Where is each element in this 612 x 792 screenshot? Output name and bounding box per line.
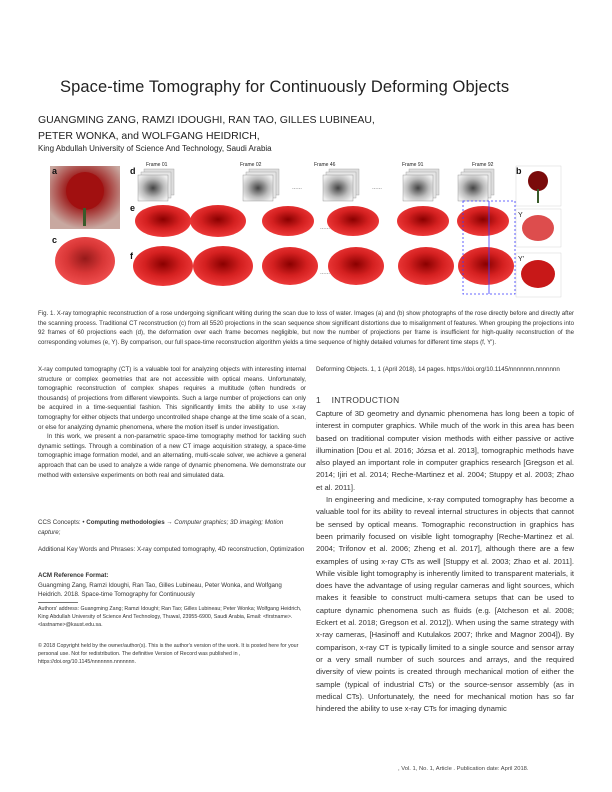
ellipsis-e: …… bbox=[320, 225, 330, 231]
ccs-arrow: → bbox=[166, 519, 173, 526]
section-number: 1 bbox=[316, 395, 321, 405]
panel-label-e: e bbox=[130, 203, 136, 213]
abstract-paragraph-1: X-ray computed tomography (CT) is a valuable tool for analyzing objects with interesting internal structure or complex geometries that are not accessible with optical means. Unfortunately, tomographic reconstruction of complex shapes requires a multitude (often hundreds or thousands) of projections from different viewpoints. Such a large number of projections can only be acquired in a time-sequential fashion. This significantly limits the ability to use x-ray tomography for either objects that undergo uncontrolled shape change at the time scale of a scan, or else for analyzing dynamic phenomena, where the motion itself is under investigation. bbox=[38, 366, 306, 431]
panel-label-y-prime: Y' bbox=[518, 256, 525, 263]
ccs-rest: Computer graphics; 3D imaging; Motion capture; bbox=[38, 519, 284, 536]
copyright-notice: © 2018 Copyright held by the owner/author(s). This is the author's version of the work. It is posted here for your personal use. Not for redistribution. The definitive Version of Record was published in , https://doi.org/10.1145/nnnnnnn.nnnnnnn. bbox=[38, 643, 299, 665]
figure-caption: Fig. 1. X-ray tomographic reconstruction of a rose undergoing significant wilting during the scan due to loss of water. Images (a) and (b) show photographs of the rose directly before and directly after the scanning process. Traditional CT reconstruction (c) from all 5520 projections in the scan sequence show significant distortions due to misalignment of features. When grouping the projections into 92 frames of 60 projections each (d), the deformation over each frame becomes negligible, but now the number of projections per frame is insufficient for high-quality reconstruction of the corresponding volumes (e, Y). By comparison, our full space-time reconstruction algorithm yields a time sequence of highly detailed volumes for different time steps (f, Y'). bbox=[38, 310, 574, 346]
panel-label-b: b bbox=[516, 166, 522, 176]
section-heading bbox=[316, 395, 399, 405]
page-footer: , Vol. 1, No. 1, Article . Publication date: April 2018. bbox=[398, 766, 529, 772]
footnote-rule bbox=[38, 602, 78, 603]
reference-continued: Deforming Objects. 1, 1 (April 2018), 14 pages. https://doi.org/10.1145/nnnnnnn.nnnnnnn bbox=[316, 366, 560, 373]
row-f-reconstructions bbox=[133, 246, 514, 286]
ccs-concepts bbox=[38, 518, 306, 537]
ellipsis-d-2: …… bbox=[372, 185, 382, 191]
panel-label-y: Y bbox=[518, 212, 523, 219]
ccs-label: CCS Concepts: • bbox=[38, 519, 85, 526]
panel-label-d: d bbox=[130, 166, 136, 176]
author-line-1: GUANGMING ZANG, RAMZI IDOUGHI, RAN TAO, GILLES LUBINEAU, bbox=[38, 114, 375, 126]
abstract-paragraph-2: In this work, we present a non-parametric space-time tomography method for tackling such dynamic settings. Through a combination of a new CT image acquisition strategy, a space-time tomographic image formation model, and an alternating, multi-scale solver, we achieve a general approach that can be used to analyze a wide range of dynamic phenomena. We demonstrate our method with extensive experiments on both real and simulated data. bbox=[38, 433, 306, 479]
abstract bbox=[38, 365, 306, 480]
keywords: Additional Key Words and Phrases: X-ray computed tomography, 4D reconstruction, Optimization bbox=[38, 546, 305, 553]
panel-label-f: f bbox=[130, 251, 133, 261]
panel-label-c: c bbox=[52, 235, 58, 245]
acm-reference bbox=[38, 571, 306, 600]
teaser-figure bbox=[38, 161, 574, 304]
ccs-bold: Computing methodologies bbox=[86, 519, 165, 526]
intro-paragraph-1: Capture of 3D geometry and dynamic phenomena has long been a topic of interest in computer graphics. While much of the work in this area has been based on traditional computer vision methods with either passive or active illumination [Dou et al. 2016; Józsa et al. 2013], tomographic methods have also played an important role in computer graphics research [Gregson et al. 2014; Ijiri et al. 2014; Reche-Martinez et al. 2004; Stuppy et al. 2003; Zhao et al. 2011]. bbox=[316, 409, 574, 492]
frame-label-5: Frame 92 bbox=[472, 162, 494, 168]
acm-reference-text: Guangming Zang, Ramzi Idoughi, Ran Tao, Gilles Lubineau, Peter Wonka, and Wolfgang Heidrich. 2018. Space-time Tomography for Continuously bbox=[38, 581, 282, 599]
ellipsis-d-1: …… bbox=[292, 185, 302, 191]
traditional-ct-image bbox=[55, 237, 115, 285]
introduction bbox=[316, 408, 574, 715]
author-line-2: PETER WONKA, and WOLFGANG HEIDRICH, bbox=[38, 130, 260, 142]
slice-y-prime-image bbox=[521, 260, 555, 288]
ellipsis-f: …… bbox=[320, 270, 330, 276]
teaser-figure-graphic bbox=[38, 161, 574, 304]
frame-label-2: Frame 02 bbox=[240, 162, 262, 168]
paper-title: Space-time Tomography for Continuously Deforming Objects bbox=[60, 78, 510, 96]
authors-address: Authors' address: Guangming Zang; Ramzi Idoughi; Ran Tao; Gilles Lubineau; Peter Wonka; Wolfgang Heidrich, King Abdullah University of Science And Technology, Thuwal, 23955-6900, Saudi Arabia, Email: <firstname>.<lastname>@kaust.edu.sa. bbox=[38, 606, 302, 628]
author-list bbox=[38, 112, 578, 144]
affiliation: King Abdullah University of Science And Technology, Saudi Arabia bbox=[38, 144, 272, 153]
photo-after-image bbox=[528, 171, 548, 191]
acm-reference-title: ACM Reference Format: bbox=[38, 572, 109, 579]
section-title: INTRODUCTION bbox=[331, 395, 400, 405]
frame-label-3: Frame 46 bbox=[314, 162, 336, 168]
slice-y-image bbox=[522, 215, 554, 241]
frame-label-1: Frame 01 bbox=[146, 162, 168, 168]
intro-paragraph-2: In engineering and medicine, x-ray computed tomography has become a valuable tool for its ability to reveal internal structures in objects that cannot be sensed by optical means. Tomographic reconstruction in graphics has been primarily focused on visible light tomography [Reche-Martinez et al. 2004; Trifonov et al. 2006; Zheng et al. 2017], although there are a few examples of using x-ray CTs as well [Stuppy et al. 2003; Zhao et al. 2011]. While visible light tomography is inherently limited to transparent materials, it does have the advantage of using regular cameras and light sources, which makes it feasible to construct multi-camera setups that can be used to capture dynamic phenomena such as fluids (e.g. [Atcheson et al. 2008; Eckert et al. 2018; Gregson et al. 2012]). When using the same strategy with x-ray cameras, [Hasinoff and Kutulakos 2007; Ihrke and Magnor 2004]). By comparison, x-ray CT is typically limited to a single source and sensor array or a very small number of such sources and arrays, and the required diversity of view points is created through mechanical motion of either the sample (typical of industrial CTs) or the source-sensor assembly (as in medical CTs). Unfortunately, the need for mechanical motion has so far hindered the ability to use x-ray CTs for imaging dynamic bbox=[316, 495, 574, 714]
panel-label-a: a bbox=[52, 166, 58, 176]
projection-stacks bbox=[138, 169, 494, 201]
row-e-reconstructions bbox=[135, 205, 509, 237]
frame-label-4: Frame 91 bbox=[402, 162, 424, 168]
